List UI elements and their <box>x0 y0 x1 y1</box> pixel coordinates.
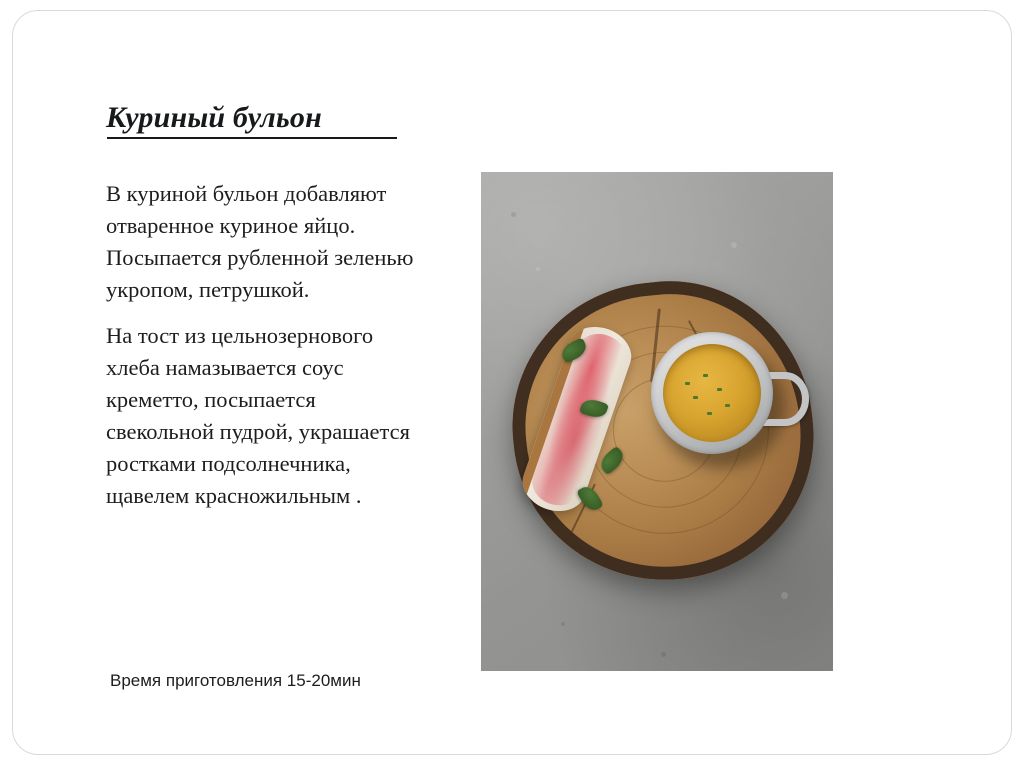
chicken-broth <box>663 344 761 442</box>
cooking-time-note: Время приготовления 15-20мин <box>110 671 361 690</box>
paragraph-2: На тост из цельнозернового хлеба намазывается соус креметто, посыпается свекольной пудрой, украшается ростками подсолнечника, щавелем красножильным . <box>106 323 410 508</box>
page-title: Куриный бульон <box>106 101 322 134</box>
broth-cup <box>651 332 783 464</box>
speck <box>731 242 737 248</box>
speck <box>536 267 540 271</box>
herb-bit <box>693 396 698 399</box>
cup-rim <box>651 332 773 454</box>
speck <box>661 652 666 657</box>
herb-bit <box>703 374 708 377</box>
speck <box>511 212 516 217</box>
body-text-column <box>106 178 416 526</box>
herb-bit <box>725 404 730 407</box>
paragraph-1: В куриной бульон добавляют отваренное куриное яйцо. Посыпается рубленной зеленью укропом, петрушкой. <box>106 181 414 302</box>
herb-bit <box>685 382 690 385</box>
herb-bit <box>717 388 722 391</box>
title-underline <box>107 137 397 139</box>
dish-photo <box>481 172 833 671</box>
herb-bit <box>707 412 712 415</box>
speck <box>561 622 565 626</box>
speck <box>781 592 788 599</box>
